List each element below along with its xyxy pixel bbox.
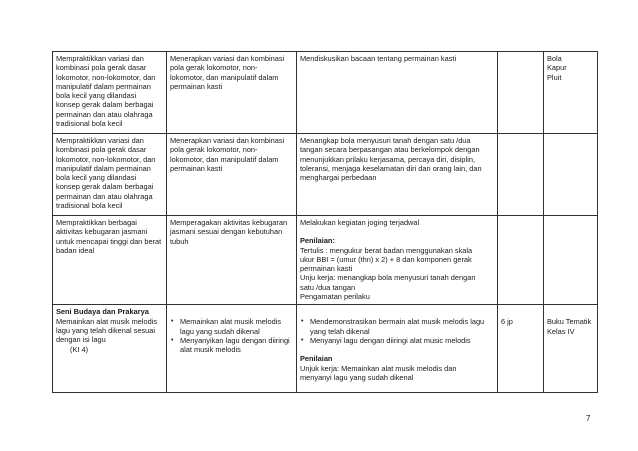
bullet-icon: • xyxy=(171,318,174,326)
resource-text: Bola xyxy=(547,54,562,63)
indicator-cell xyxy=(167,134,297,216)
lesson-plan-table xyxy=(52,51,598,393)
resource-cell xyxy=(544,216,598,305)
indicator-text: tubuh xyxy=(170,236,189,246)
kd-text: tradisional bola kecil xyxy=(56,119,123,129)
kd-text: aktivitas kebugaran jasmani xyxy=(56,227,148,237)
list-item xyxy=(301,317,494,336)
kd-text: bola kecil yang dilandasi xyxy=(56,173,137,183)
time-cell xyxy=(498,52,544,134)
activity-text: Mendiskusikan bacaan tentang permainan kasti xyxy=(300,54,457,63)
table-row xyxy=(53,52,598,134)
activity-cell xyxy=(297,305,498,393)
kd-text: konsep gerak dalam berbagai xyxy=(56,182,154,192)
kd-text: manipulatif dalam permainan xyxy=(56,81,151,91)
activity-text: Melakukan kegiatan joging terjadwal xyxy=(300,218,420,227)
indicator-text: Menyanyikan lagu dengan diiringi xyxy=(180,335,290,345)
kd-text: permainan dan atau olahraga xyxy=(56,191,153,201)
kd-cell xyxy=(53,216,167,305)
resource-text: Buku Tematik xyxy=(547,317,592,327)
kd-cell xyxy=(53,52,167,134)
activity-text: yang telah dikenal xyxy=(310,326,370,336)
indicator-text: Memainkan alat musik melodis xyxy=(180,317,282,327)
indicator-text: pola gerak lokomotor, non- xyxy=(170,63,258,73)
activity-text: Mendemonstrasikan bermain alat musik melodis lagu xyxy=(310,317,485,327)
activity-cell xyxy=(297,134,498,216)
bullet-icon: • xyxy=(171,336,174,344)
indicator-text: Memperagakan aktivitas kebugaran xyxy=(170,218,288,227)
kd-text: untuk mencapai tinggi dan berat xyxy=(56,236,162,246)
time-text: 6 jp xyxy=(501,317,513,327)
activity-cell xyxy=(297,52,498,134)
resource-text: Pluit xyxy=(547,72,562,82)
assessment-text: Unjuk kerja: Memainkan alat musik melodis dan xyxy=(300,363,457,373)
table-row xyxy=(53,216,598,305)
kd-text: Memainkan alat musik melodis xyxy=(56,316,158,326)
activity-text: tangan secara berpasangan atau berkelompok dengan xyxy=(300,145,480,155)
kd-cell xyxy=(53,305,167,393)
activity-text: Menyanyi lagu dengan diiringi alat music melodis xyxy=(310,335,471,345)
assessment-text: satu /dua tangan xyxy=(300,282,356,292)
kd-text: dengan isi lagu xyxy=(56,335,106,345)
indicator-text: permainan kasti xyxy=(170,163,223,173)
indicator-text: Menerapkan variasi dan kombinasi xyxy=(170,136,285,145)
activity-text: Menangkap bola menyusuri tanah dengan satu /dua xyxy=(300,136,471,145)
kd-text: Mempraktikkan variasi dan xyxy=(56,54,144,63)
time-cell xyxy=(498,305,544,393)
assessment-label: Penilaian: xyxy=(300,236,335,246)
resource-cell xyxy=(544,52,598,134)
subject-heading: Seni Budaya dan Prakarya xyxy=(56,307,149,317)
indicator-text: alat musik melodis xyxy=(180,345,241,355)
spacer xyxy=(300,227,494,236)
indicator-text: jasmani sesuai dengan kebutuhan xyxy=(170,227,283,237)
assessment-text: ukur BBI = (umur (thn) x 2) + 8 dan komponen gerak xyxy=(300,254,472,264)
indicator-cell xyxy=(167,52,297,134)
indicator-text: Menerapkan variasi dan kombinasi xyxy=(170,54,285,63)
kd-text: Mempraktikkan variasi dan xyxy=(56,136,144,145)
indicator-text: permainan kasti xyxy=(170,81,223,91)
kd-cell xyxy=(53,134,167,216)
bullet-icon: • xyxy=(301,336,304,344)
kd-text: konsep gerak dalam berbagai xyxy=(56,100,154,110)
assessment-text: permainan kasti xyxy=(300,264,353,274)
table-row xyxy=(53,134,598,216)
list-item xyxy=(301,335,494,345)
activity-text: toleransi, menjaga keselamatan diri dan orang lain, dan xyxy=(300,163,482,173)
time-cell xyxy=(498,216,544,305)
indicator-text: lagu yang sudah dikenal xyxy=(180,326,260,336)
assessment-text: Pengamatan perilaku xyxy=(300,292,370,302)
list-item xyxy=(171,317,293,336)
indicator-cell xyxy=(167,216,297,305)
kd-text: manipulatif dalam permainan xyxy=(56,163,151,173)
activity-text: menunjukkan prilaku kerjasama, percaya diri, disiplin, xyxy=(300,154,475,164)
resource-text: Kapur xyxy=(547,63,567,73)
kd-text: Mempraktikkan berbagai xyxy=(56,218,137,227)
kd-text: badan ideal xyxy=(56,245,95,255)
spacer xyxy=(300,345,494,354)
page-number: 7 xyxy=(586,414,591,423)
assessment-text: Unju kerja: menangkap bola menyusuri tanah dengan xyxy=(300,273,476,283)
indicator-text: pola gerak lokomotor, non- xyxy=(170,145,258,155)
assessment-label: Penilaian xyxy=(300,354,333,364)
kd-text: tradisional bola kecil xyxy=(56,201,123,211)
kd-text: lokomotor, non-lokomotor, dan xyxy=(56,154,156,164)
resource-text: Kelas IV xyxy=(547,326,575,336)
kd-text: permainan dan atau olahraga xyxy=(56,109,153,119)
indicator-text: lokomotor, dan manipulatif dalam xyxy=(170,154,279,164)
resource-cell xyxy=(544,134,598,216)
assessment-text: menyanyi lagu yang sudah dikenal xyxy=(300,372,414,382)
time-cell xyxy=(498,134,544,216)
resource-cell xyxy=(544,305,598,393)
kd-text: lagu yang telah dikenal sesuai xyxy=(56,325,156,335)
kd-text: kombinasi pola gerak dasar xyxy=(56,63,147,73)
indicator-text: lokomotor, dan manipulatif dalam xyxy=(170,72,279,82)
kd-text: kombinasi pola gerak dasar xyxy=(56,145,147,155)
table-row xyxy=(53,305,598,393)
assessment-text: Tertulis : mengukur berat badan menggunakan skala xyxy=(300,245,473,255)
ki-reference: (KI 4) xyxy=(70,344,89,354)
kd-text: lokomotor, non-lokomotor, dan xyxy=(56,72,156,82)
kd-text: bola kecil yang dilandasi xyxy=(56,91,137,101)
indicator-cell xyxy=(167,305,297,393)
activity-text: menghargai perbedaan xyxy=(300,173,377,183)
list-item xyxy=(171,335,293,355)
bullet-icon: • xyxy=(301,318,304,326)
activity-cell xyxy=(297,216,498,305)
